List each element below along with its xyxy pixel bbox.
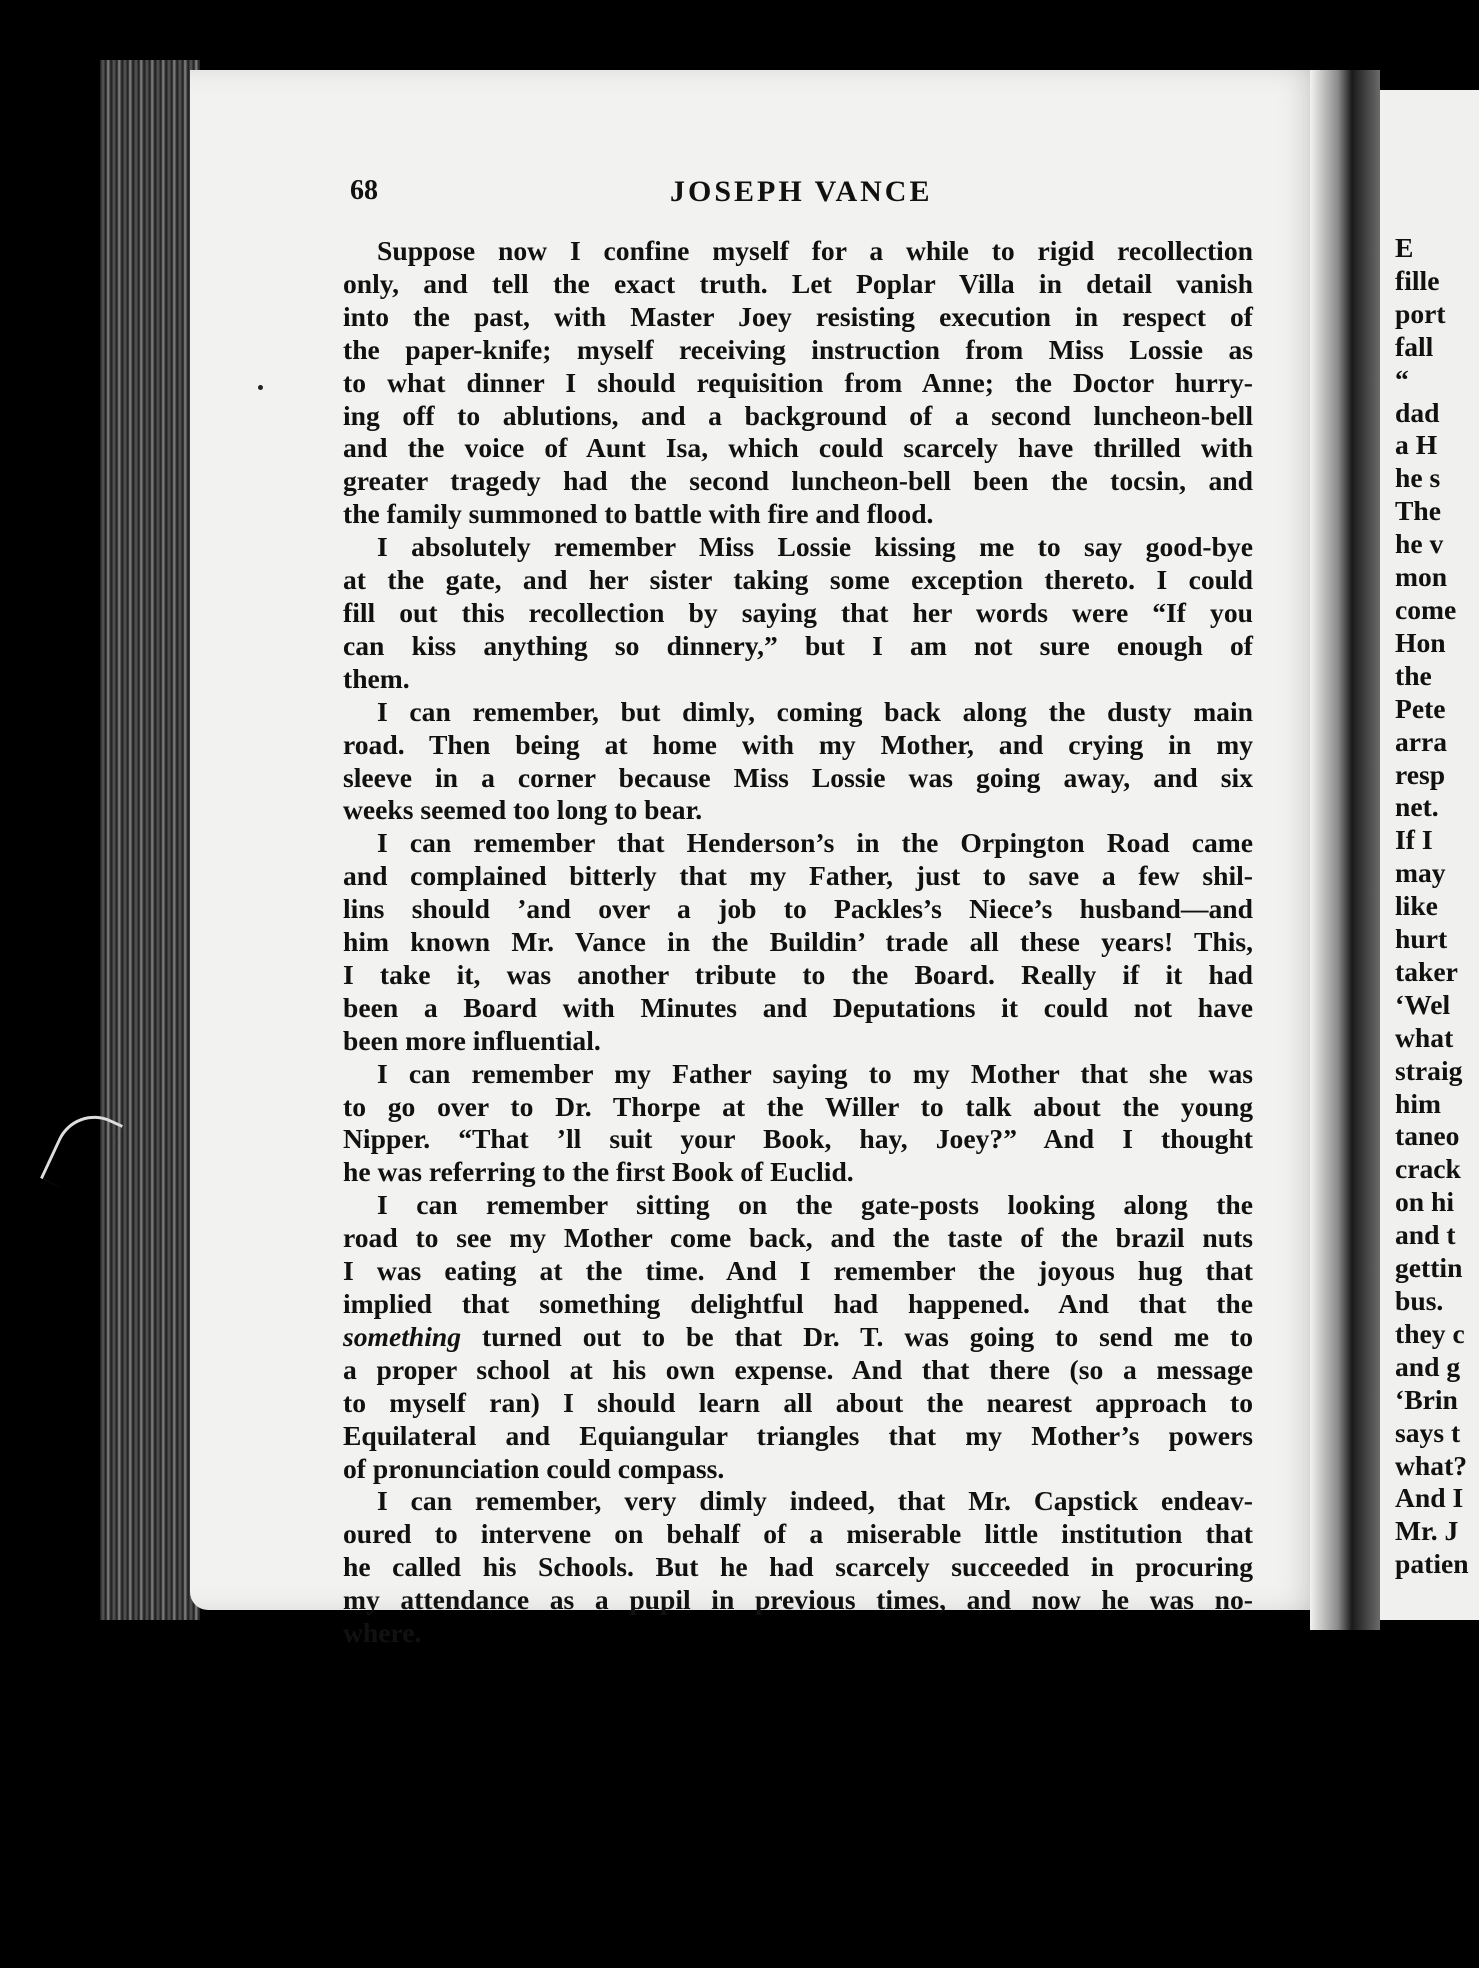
text-line: a proper school at his own expense. And that there (so a message (343, 1353, 1253, 1385)
facing-page-fragment: and g (1395, 1350, 1461, 1382)
facing-page-fragment: and t (1395, 1219, 1456, 1251)
facing-page-fragment: straig (1395, 1054, 1463, 1086)
text-line: into the past, with Master Joey resisting execution in respect of (343, 300, 1253, 332)
text-line: implied that something delightful had happened. And that the (343, 1288, 1253, 1319)
facing-page-fragment: may (1395, 857, 1446, 889)
paragraph (343, 1058, 1253, 1190)
text-line: ing off to ablutions, and a background of a second luncheon-bell (343, 399, 1253, 431)
facing-page-fragment: And I (1395, 1482, 1464, 1514)
text-line: Equilateral and Equiangular triangles that my Mother’s powers (343, 1419, 1253, 1451)
text-line: something turned out to be that Dr. T. was going to send me to (343, 1320, 1253, 1352)
text-line: I can remember sitting on the gate-posts looking along the (377, 1189, 1253, 1221)
facing-page-fragment: he v (1395, 528, 1444, 560)
text-line: I take it, was another tribute to the Board. Really if it had (343, 958, 1253, 990)
facing-page-fragment: bus. (1395, 1285, 1444, 1316)
running-title: JOSEPH VANCE (670, 175, 933, 208)
text-line: the paper-knife; myself receiving instruction from Miss Lossie as (343, 333, 1253, 365)
paragraph (343, 696, 1253, 828)
facing-page-fragment: Mr. J (1395, 1515, 1459, 1547)
body-text (343, 235, 1253, 1650)
text-line: I can remember that Henderson’s in the Orpington Road came (377, 827, 1253, 859)
text-line: road. Then being at home with my Mother, and crying in my (343, 728, 1253, 760)
text-line: Nipper. “That ’ll suit your Book, hay, Joey?” And I thought (343, 1123, 1253, 1155)
page-number: 68 (350, 175, 378, 206)
facing-page-fragment: like (1395, 890, 1438, 922)
text-line: oured to intervene on behalf of a miserable little institution that (343, 1518, 1253, 1550)
text-line: where. (343, 1617, 422, 1649)
text-line: weeks seemed too long to bear. (343, 794, 703, 826)
book-gutter (1310, 70, 1380, 1630)
facing-page-fragment: port (1395, 297, 1446, 329)
paragraph (343, 1485, 1253, 1650)
text-line: can kiss anything so dinnery,” but I am not sure enough of (343, 629, 1253, 661)
text-line: he called his Schools. But he had scarcely succeeded in procuring (343, 1551, 1253, 1583)
text-line: I was eating at the time. And I remember the joyous hug that (343, 1255, 1253, 1287)
text-line: I absolutely remember Miss Lossie kissing me to say good-bye (377, 531, 1253, 563)
facing-page-fragment: the (1395, 659, 1432, 691)
facing-page-fragment: they c (1395, 1317, 1465, 1349)
facing-page-fragment: patien (1395, 1548, 1469, 1580)
paragraph (343, 827, 1253, 1057)
facing-page-fragment: what (1395, 1021, 1454, 1053)
facing-page-fragment: resp (1395, 758, 1446, 790)
facing-page-fragment: come (1395, 593, 1457, 625)
facing-page-fragment: Hon (1395, 626, 1446, 658)
facing-page-text (1395, 232, 1479, 1581)
facing-page-fragment: fille (1395, 264, 1440, 296)
paragraph (343, 531, 1253, 696)
facing-page-fragment: he s (1395, 462, 1441, 494)
facing-page-fragment: hurt (1395, 923, 1448, 955)
text-line: lins should ’and over a job to Packles’s Niece’s husband—and (343, 893, 1253, 925)
text-line: and the voice of Aunt Isa, which could scarcely have thrilled with (343, 432, 1253, 464)
facing-page-fragment: dad (1395, 396, 1440, 428)
facing-page-fragment: Pete (1395, 692, 1446, 724)
facing-page-fragment: says t (1395, 1416, 1461, 1448)
facing-page-fragment: what? (1395, 1449, 1468, 1481)
facing-page-fragment: ‘Wel (1395, 988, 1451, 1020)
text-line: only, and tell the exact truth. Let Poplar Villa in detail vanish (343, 267, 1253, 299)
facing-page-fragment: crack (1395, 1153, 1461, 1185)
facing-page-fragment: net. (1395, 791, 1439, 823)
text-line: at the gate, and her sister taking some exception thereto. I could (343, 564, 1253, 596)
paragraph (343, 235, 1253, 531)
text-line: I can remember, but dimly, coming back along the dusty main (377, 695, 1253, 727)
facing-page-fragment: taker (1395, 955, 1458, 987)
facing-page-fragment: gettin (1395, 1252, 1463, 1284)
text-line: to go over to Dr. Thorpe at the Willer to talk about the young (343, 1090, 1253, 1122)
text-line: to myself ran) I should learn all about the nearest approach to (343, 1386, 1253, 1418)
facing-page-fragment: fall (1395, 330, 1434, 362)
text-line: the family summoned to battle with fire and flood. (343, 498, 934, 530)
facing-page-fragment: taneo (1395, 1120, 1460, 1152)
facing-page-fragment: arra (1395, 725, 1448, 757)
text-line: my attendance as a pupil in previous times, and now he was no- (343, 1584, 1253, 1616)
text-line: to what dinner I should requisition from Anne; the Doctor hurry- (343, 366, 1253, 398)
facing-page-fragment: E (1395, 232, 1414, 263)
text-line: been a Board with Minutes and Deputations it could not have (343, 991, 1253, 1023)
facing-page-fragment: on hi (1395, 1186, 1455, 1218)
text-line: road to see my Mother come back, and the taste of the brazil nuts (343, 1222, 1253, 1254)
text-line: of pronunciation could compass. (343, 1452, 725, 1484)
text-line: sleeve in a corner because Miss Lossie was going away, and six (343, 761, 1253, 793)
text-line: and complained bitterly that my Father, just to save a few shil- (343, 860, 1253, 892)
book-spine (100, 60, 200, 1620)
ink-speck (258, 385, 263, 390)
facing-page-fragment: The (1395, 495, 1441, 527)
page-header (350, 175, 1290, 215)
text-line: him known Mr. Vance in the Buildin’ trade all these years! This, (343, 926, 1253, 958)
text-line: been more influential. (343, 1024, 601, 1056)
facing-page-fragment: mon (1395, 561, 1448, 593)
text-line: fill out this recollection by saying that her words were “If you (343, 596, 1253, 628)
facing-page-fragment: If I (1395, 824, 1433, 856)
facing-page-fragment: “ (1395, 363, 1409, 395)
text-line: Suppose now I confine myself for a while to rigid recollection (377, 235, 1253, 266)
facing-page-fragment: him (1395, 1087, 1441, 1119)
paragraph (343, 1189, 1253, 1485)
text-line: greater tragedy had the second luncheon-bell been the tocsin, and (343, 465, 1253, 497)
facing-page-fragment: a H (1395, 429, 1438, 461)
text-line: I can remember, very dimly indeed, that Mr. Capstick endeav- (377, 1485, 1253, 1517)
text-line: he was referring to the first Book of Euclid. (343, 1156, 854, 1188)
text-line: them. (343, 662, 410, 694)
text-line: I can remember my Father saying to my Mother that she was (377, 1057, 1253, 1089)
facing-page-fragment: ‘Brin (1395, 1383, 1458, 1415)
